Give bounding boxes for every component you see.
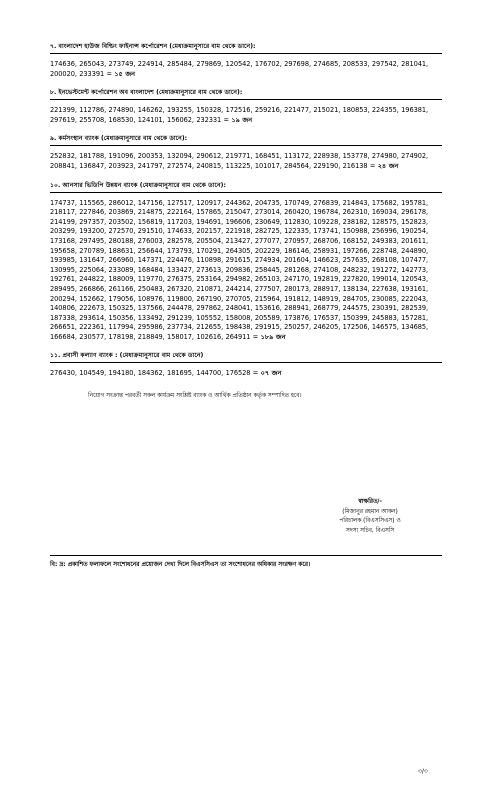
roll-number-list [50,152,442,171]
roll-numbers: 252832, 181788, 191096, 200353, 132094, 290612, 219771, 168451, 113172, 228938, 153778, 274980, 274902, 208841, 136847, 203923, 241797, 272574, 240815, 113225, 101017, 284564, 229190, 216138 = [50,152,429,170]
section-heading: ১০. আনসার ভিডিপি উন্নয়ন ব্যাংক (মেধাক্রমানুসারে বাম থেকে ডানে): [50,181,442,193]
signature-block [300,498,440,536]
section-heading: ৯. কর্মসংস্থান ব্যাংক (মেধাক্রমানুসারে বাম থেকে ডানে): [50,134,442,146]
signatory-designation: পরিচালক (বিএসসিএস) ও [339,518,401,524]
roll-numbers: 174636, 265043, 273749, 224914, 285484, 279869, 120542, 176702, 297698, 274685, 208533, 297542, 281041, 200020, 233391 = [50,60,429,78]
total-count: ১৯ জন [231,115,253,124]
roll-number-list [50,369,442,379]
total-count: ২৪ জন [377,161,399,170]
roll-numbers: 276430, 104549, 194180, 184362, 181695, 144700, 176528 = [50,369,259,378]
section-heading: ৮. ইনভেস্টমেন্ট কর্পোরেশন অব বাংলাদেশ (মেধাক্রমানুসারে বাম থেকে ডানে): [50,88,442,100]
section-ansar-vdp [50,181,442,343]
signatory-name: (মিজানুর রহমান আকন) [342,508,398,515]
document-body [50,42,442,401]
total-count: ০৭ জন [260,369,282,378]
section-karmasangsthan [50,134,442,171]
roll-numbers: 174737, 115565, 286012, 147156, 127517, 120917, 244362, 204735, 170749, 276839, 214843, 175682, 195781, 218117, 227846, 203869, 214875, 222164, 157865, 215047, 273014, 260420, 196784, 262310, 169034, 296178, 214199, 297357, 203502, 156819, 117203, 194691, 196606, 230649, 112830, 109228, 238182, 128575, 152823, 203299, 193200, 272570, 291510, 174633, 202157, 221918, 282725, 122335, 173741, 150988, 256996, 190254, 173168, 297495, 280188, 276003, 282578, 205504, 213427, 277077, 270957, 268706, 168152, 249383, 201611, 195658, 270789, 188631, 256644, 173793, 170291, 264305, 202229, 186146, 258931, 197266, 228748, 244890, 193985, 131647, 266960, 147371, 224476, 110898, 291615, 274934, 201604, 146623, 257635, 268108, 107477, 130995, 225064, 233089, 168484, 133427, 273613, 209836, 258445, 281268, 274108, 248232, 191272, 142773, 192761, 244822, 188009, 119770, 276375, 253164, 294982, 265103, 247170, 192819, 227820, 199014, 120543, 289495, 266866, 261166, 250483, 267320, 210871, 244214, 277507, 280173, 288917, 138134, 227638, 193161, 200294, 152662, 179056, 108976, 119800, 267190, 270705, 215964, 191812, 148919, 284705, 230085, 222043, 140806, 222673, 150325, 137566, 244478, 297862, 248041, 153616, 288941, 268779, 244575, 230391, 282539, 187338, 293614, 150356, 133492, 291239, 105552, 158008, 205589, 173876, 176537, 150399, 245883, 157281, 266651, 222361, 117994, 295986, 237734, 212655, 198438, 291915, 250257, 246205, 172506, 146575, 134685, 166684, 230577, 178198, 218849, 158017, 102616, 264911 = [50,198,429,341]
section-heading: ১১. প্রবাসী কল্যাণ ব্যাংক : (মেধাক্রমানুসারে বাম থেকে ডানে) [50,351,442,363]
total-count: ১৮৯ জন [260,332,286,341]
signatory-role: সদস্য সচিব, বিএসসি [345,527,395,534]
roll-numbers: 221399, 112786, 274890, 146262, 193255, 150328, 172516, 259216, 221477, 215021, 180853, 224355, 196381, 297619, 255708, 168530, 124101, 156062, 232331 = [50,106,429,124]
section-probashi-kallyan [50,351,442,379]
signed-label: স্বাক্ষরিত/- [358,499,382,505]
section-icb [50,88,442,125]
section-house-building [50,42,442,79]
roll-number-list [50,60,442,79]
footer-note: বি: দ্র: প্রকাশিত ফলাফলে সংশোধনের প্রয়োজন দেখা দিলে বিএসসিএস তা সংশোধনের অধিকার সংরক্ষণ করে। [50,555,442,570]
page-number: ৩/৩ [418,768,428,775]
appointment-note: নিয়োগ সংক্রান্ত পরবর্তী সকল কার্যক্রম সংশ্লিষ্ট ব্যাংক ও আর্থিক প্রতিষ্ঠান কর্তৃক সম্পাদিত হবে। [88,393,302,400]
section-heading: ৭. বাংলাদেশ হাউজ বিল্ডিং ফাইনান্স কর্পোরেশন (মেধাক্রমানুসারে বাম থেকে ডানে): [50,42,442,54]
total-count: ১৫ জন [114,69,136,78]
roll-number-list [50,199,442,343]
roll-number-list [50,106,442,125]
